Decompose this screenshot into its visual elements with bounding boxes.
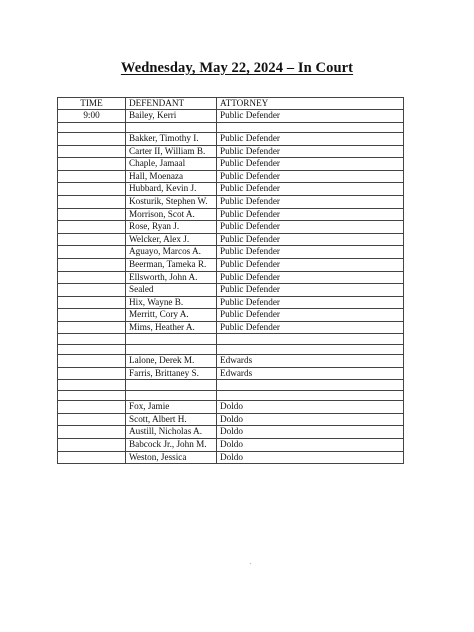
attorney-cell: Edwards xyxy=(217,355,404,368)
attorney-column-header: ATTORNEY xyxy=(217,98,404,110)
defendant-cell: Morrison, Scot A. xyxy=(126,208,217,221)
defendant-cell: Scott, Albert H. xyxy=(126,413,217,426)
defendant-cell: Bailey, Kerri xyxy=(126,110,217,123)
defendant-cell: Ellsworth, John A. xyxy=(126,271,217,284)
defendant-cell: Aguayo, Marcos A. xyxy=(126,246,217,259)
defendant-cell: Beerman, Tameka R. xyxy=(126,258,217,271)
attorney-cell: Public Defender xyxy=(217,110,404,123)
attorney-cell: Doldo xyxy=(217,451,404,464)
attorney-cell: Doldo xyxy=(217,426,404,439)
scan-speck xyxy=(250,563,251,564)
defendant-cell: Weston, Jessica xyxy=(126,451,217,464)
defendant-cell: Hix, Wayne B. xyxy=(126,296,217,309)
time-cell: 9:00 xyxy=(58,110,126,123)
defendant-cell: Babcock Jr., John M. xyxy=(126,439,217,452)
attorney-cell: Public Defender xyxy=(217,258,404,271)
attorney-cell: Public Defender xyxy=(217,195,404,208)
time-column-header: TIME xyxy=(58,98,126,110)
attorney-cell: Doldo xyxy=(217,439,404,452)
defendant-cell: Hall, Moenaza xyxy=(126,170,217,183)
attorney-cell: Public Defender xyxy=(217,271,404,284)
attorney-cell: Public Defender xyxy=(217,296,404,309)
defendant-cell: Welcker, Alex J. xyxy=(126,233,217,246)
attorney-cell: Public Defender xyxy=(217,208,404,221)
defendant-cell: Farris, Brittaney S. xyxy=(126,367,217,380)
attorney-cell: Doldo xyxy=(217,413,404,426)
defendant-cell: Merritt, Cory A. xyxy=(126,309,217,322)
attorney-cell: Public Defender xyxy=(217,132,404,145)
attorney-cell: Public Defender xyxy=(217,170,404,183)
attorney-cell: Public Defender xyxy=(217,321,404,334)
defendant-cell: Bakker, Timothy I. xyxy=(126,132,217,145)
attorney-cell: Public Defender xyxy=(217,284,404,297)
attorney-cell: Public Defender xyxy=(217,246,404,259)
attorney-cell: Public Defender xyxy=(217,221,404,234)
defendant-cell: Austill, Nicholas A. xyxy=(126,426,217,439)
page-title: Wednesday, May 22, 2024 – In Court xyxy=(120,60,354,76)
defendant-cell: Mims, Heather A. xyxy=(126,321,217,334)
attorney-cell: Public Defender xyxy=(217,158,404,171)
attorney-cell: Public Defender xyxy=(217,309,404,322)
defendant-cell: Carter II, William B. xyxy=(126,145,217,158)
defendant-column-header: DEFENDANT xyxy=(126,98,217,110)
attorney-cell: Public Defender xyxy=(217,183,404,196)
defendant-cell: Fox, Jamie xyxy=(126,401,217,414)
defendant-cell: Hubbard, Kevin J. xyxy=(126,183,217,196)
attorney-cell: Public Defender xyxy=(217,233,404,246)
defendant-cell: Rose, Ryan J. xyxy=(126,221,217,234)
defendant-cell: Sealed xyxy=(126,284,217,297)
defendant-cell: Lalone, Derek M. xyxy=(126,355,217,368)
defendant-cell: Chaple, Jamaal xyxy=(126,158,217,171)
attorney-cell: Edwards xyxy=(217,367,404,380)
attorney-cell: Public Defender xyxy=(217,145,404,158)
attorney-cell: Doldo xyxy=(217,401,404,414)
defendant-cell: Kosturik, Stephen W. xyxy=(126,195,217,208)
